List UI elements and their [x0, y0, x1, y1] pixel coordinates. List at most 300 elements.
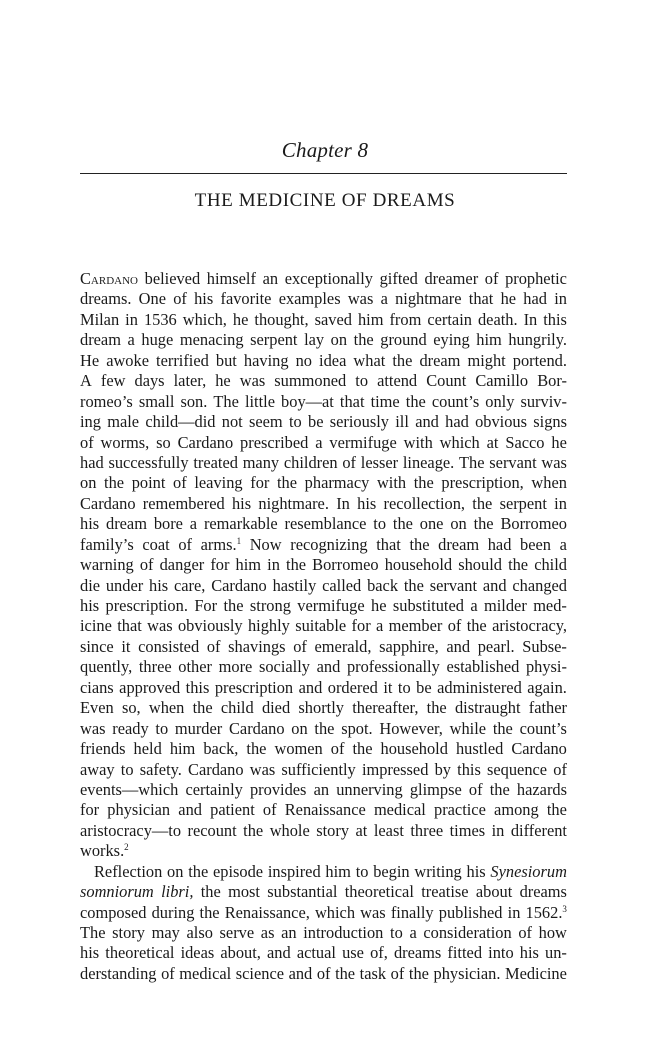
word: Cardano: [229, 718, 285, 738]
word: when: [531, 473, 567, 493]
word: murder: [174, 718, 223, 738]
chapter-title: THE MEDICINE OF DREAMS: [194, 190, 456, 211]
word: later,: [173, 371, 207, 391]
word: not: [221, 412, 243, 432]
word: a: [380, 289, 388, 309]
word: a: [127, 330, 135, 350]
word: the: [335, 963, 356, 983]
word: theoretical: [105, 943, 175, 963]
word: of: [161, 963, 175, 983]
word: and: [288, 963, 313, 983]
word: other: [178, 657, 212, 677]
word: pearl.: [477, 636, 515, 656]
word: un-: [545, 943, 567, 963]
word: what: [353, 350, 386, 370]
word: In: [336, 493, 350, 513]
footnote-marker: 3: [562, 903, 567, 914]
word: believed: [144, 269, 201, 288]
word: on: [167, 861, 184, 881]
word: whole: [269, 820, 310, 840]
text-line: [80, 657, 567, 677]
word: Cardano: [211, 575, 267, 595]
word: A: [80, 371, 92, 391]
word: approved: [119, 677, 181, 697]
word: was: [80, 718, 106, 738]
word: terrified: [156, 350, 209, 370]
word: of: [139, 555, 154, 575]
word: his: [80, 596, 100, 615]
word: dream: [106, 514, 147, 534]
word: romeo’s: [80, 391, 133, 411]
word: and: [267, 943, 291, 963]
word: aristocracy,: [492, 616, 567, 636]
word: may: [151, 923, 180, 942]
word: obviously: [177, 616, 243, 636]
text-line: [80, 964, 567, 984]
text-line: [80, 800, 567, 820]
book-title: somniorum: [80, 882, 154, 902]
word: suitable: [295, 616, 347, 636]
word: household: [380, 739, 448, 759]
word: dream: [80, 330, 121, 350]
chapter-rule: [80, 173, 567, 174]
word: ground: [380, 330, 427, 350]
word: death.: [477, 309, 518, 329]
text-line: [80, 555, 567, 575]
word: established: [446, 657, 520, 677]
text-line: [80, 371, 567, 391]
word: in: [554, 493, 567, 513]
word: least: [373, 820, 404, 840]
word: that: [376, 534, 401, 554]
word: prescribed: [240, 432, 309, 452]
word: Bor-: [537, 371, 567, 391]
word: so: [156, 432, 171, 452]
word: and: [415, 412, 439, 432]
word: serpent: [250, 330, 298, 350]
word: in: [507, 902, 521, 922]
text-line: [80, 514, 567, 534]
word: highly: [247, 616, 290, 636]
word: thought,: [254, 309, 309, 329]
word: events—which: [80, 779, 179, 799]
word: summoned: [274, 371, 347, 391]
word: recognizing: [290, 534, 368, 554]
word: to: [373, 514, 387, 534]
word: a: [189, 514, 198, 534]
word: of: [553, 759, 567, 779]
word: saved: [314, 309, 352, 329]
word: been: [520, 534, 551, 554]
word: called: [322, 575, 362, 595]
text-line: [80, 351, 567, 371]
word: his: [231, 493, 252, 513]
word: at: [486, 432, 499, 452]
word: of: [390, 963, 405, 983]
word: medical: [179, 963, 232, 983]
word: times: [449, 820, 486, 840]
word: Subse-: [522, 636, 567, 656]
word: serpent: [499, 493, 547, 513]
word: 1536: [143, 309, 177, 329]
word: for: [250, 473, 270, 493]
word: Camillo: [475, 371, 529, 391]
word: and: [446, 636, 471, 656]
word: since: [80, 636, 114, 656]
word: the: [466, 616, 487, 636]
word: icine: [80, 616, 112, 636]
word: a: [559, 534, 567, 554]
word: children: [283, 452, 338, 472]
word: an: [281, 923, 297, 942]
word: coat: [142, 534, 170, 554]
word: himself: [206, 269, 256, 288]
word: the: [353, 330, 374, 350]
word: when: [148, 698, 185, 718]
word: the: [199, 902, 220, 922]
word: ill: [395, 412, 409, 432]
word: Count: [426, 371, 467, 391]
text-line: [80, 269, 567, 289]
word: child: [220, 698, 254, 718]
word: dreams: [519, 882, 567, 902]
word: his: [519, 943, 539, 963]
word: impressed: [361, 759, 429, 779]
word: prophetic: [505, 269, 567, 288]
word: introduction: [303, 923, 384, 942]
word: was: [249, 759, 276, 779]
word: servant: [489, 452, 537, 472]
text-line: [80, 289, 567, 309]
word: family’s: [80, 534, 134, 554]
word: most: [228, 882, 260, 902]
word: finally: [390, 902, 434, 922]
word: under: [105, 575, 144, 595]
word: friends: [80, 739, 126, 759]
word: with: [403, 432, 433, 452]
word: of: [262, 800, 277, 820]
word: physician: [107, 800, 171, 820]
word: shortly: [298, 698, 344, 718]
footnote-marker: 1: [236, 535, 242, 546]
text-line: [80, 739, 567, 759]
word: of: [518, 923, 532, 942]
word: father: [528, 698, 567, 718]
word: provides: [249, 779, 307, 799]
word: treatise: [421, 882, 469, 902]
word: back,: [203, 739, 239, 759]
word: substituted: [392, 596, 464, 615]
word: dreamer: [424, 269, 479, 288]
word: composed: [80, 902, 147, 922]
word: Renaissance,: [224, 902, 310, 922]
word: fitted: [447, 943, 483, 963]
word: arms.$^1$: [200, 534, 242, 554]
text-line: [80, 535, 567, 555]
word: hungrily.: [508, 330, 567, 350]
word: signs: [533, 412, 567, 432]
word: menacing: [179, 330, 244, 350]
word: vermifuge: [297, 596, 365, 615]
word: that: [468, 289, 494, 309]
word: spot.: [341, 718, 373, 738]
word: Medicine: [505, 963, 567, 983]
word: story: [112, 923, 145, 942]
word: the: [200, 882, 221, 902]
word: count’s: [519, 718, 567, 738]
word: certain: [427, 309, 472, 329]
word: For: [194, 596, 218, 615]
text-line: [80, 596, 567, 616]
word: of: [330, 739, 345, 759]
text-line: [80, 310, 567, 330]
word: time: [370, 391, 400, 411]
word: consideration: [423, 923, 512, 942]
word: this: [543, 309, 567, 329]
word: milder: [484, 596, 527, 615]
word: him: [169, 739, 196, 759]
word: works.$^2$: [80, 841, 129, 861]
word: it: [383, 677, 393, 697]
word: for: [80, 800, 100, 820]
text-line: [80, 841, 567, 861]
word: to: [355, 861, 369, 881]
word: dreams.: [80, 289, 132, 309]
word: which: [314, 902, 356, 922]
word: resemblance: [284, 514, 367, 534]
word: theoretical: [344, 882, 414, 902]
word: household: [384, 555, 453, 575]
word: was: [147, 616, 173, 636]
word: unnerving: [336, 779, 403, 799]
word: Milan: [80, 309, 120, 329]
word: the: [188, 861, 209, 881]
word: serve: [219, 923, 255, 942]
word: male: [107, 412, 140, 432]
word: was: [541, 452, 567, 472]
word: physi-: [525, 657, 567, 677]
word: from: [389, 309, 422, 329]
word: point: [131, 473, 166, 493]
word: in: [267, 555, 280, 575]
word: to: [390, 923, 403, 942]
word: so,: [121, 698, 141, 718]
word: it: [121, 636, 131, 656]
word: hastily: [272, 575, 317, 595]
word: in: [554, 289, 567, 309]
word: for: [210, 555, 230, 575]
word: he: [551, 432, 567, 452]
word: prescription,: [441, 473, 524, 493]
word: of: [206, 636, 221, 656]
word: had: [80, 452, 104, 472]
text-line: [80, 637, 567, 657]
word: recollection,: [383, 493, 465, 513]
text-line: [80, 903, 567, 923]
word: distraught: [454, 698, 521, 718]
word: him: [325, 861, 351, 881]
word: more: [218, 657, 253, 677]
word: worms,: [100, 432, 150, 452]
word: to: [288, 412, 302, 432]
text-line: [80, 412, 567, 432]
word: 1562.$^3$: [525, 902, 567, 922]
word: had: [445, 412, 469, 432]
word: Cardano: [188, 759, 244, 779]
word: examples: [278, 289, 341, 309]
word: the: [277, 473, 298, 493]
word: of: [178, 534, 192, 554]
word: eying: [433, 330, 470, 350]
word: care,: [173, 575, 206, 595]
word: days: [134, 371, 165, 391]
word: professionally: [346, 657, 440, 677]
word: by: [434, 759, 451, 779]
word: no: [295, 350, 312, 370]
word: changed: [512, 575, 567, 595]
word: writing: [414, 861, 462, 881]
word: that: [117, 616, 142, 636]
text-line: [80, 392, 567, 412]
word: actual: [296, 943, 336, 963]
text-line: [80, 330, 567, 350]
word: inspired: [267, 861, 321, 881]
word: In: [523, 309, 538, 329]
word: substantial: [267, 882, 338, 902]
word: he: [371, 596, 387, 615]
word: awoke: [106, 350, 149, 370]
word: back: [367, 575, 399, 595]
word: consisted: [138, 636, 200, 656]
word: three: [410, 820, 444, 840]
word: while: [449, 718, 487, 738]
word: to: [155, 718, 169, 738]
word: the: [409, 534, 430, 554]
word: son.: [180, 391, 208, 411]
word: idea: [319, 350, 347, 370]
word: to: [355, 371, 369, 391]
word: Borromeo: [500, 514, 567, 534]
word: many: [242, 452, 280, 472]
word: and: [482, 575, 507, 595]
word: child—did: [145, 412, 216, 432]
word: should: [458, 555, 502, 575]
word: The: [80, 923, 106, 942]
word: his: [194, 289, 214, 309]
word: ordered: [327, 677, 378, 697]
word: an: [262, 269, 279, 288]
paragraph-1: [80, 269, 567, 862]
word: away: [80, 759, 115, 779]
word: held: [133, 739, 162, 759]
word: Now: [249, 534, 282, 554]
word: the: [508, 555, 529, 575]
word: child: [534, 555, 567, 575]
word: Renaissance: [284, 800, 366, 820]
word: the: [546, 800, 567, 820]
word: to: [120, 759, 134, 779]
word: at: [355, 820, 368, 840]
word: to: [397, 677, 411, 697]
word: into: [488, 943, 514, 963]
word: The: [213, 391, 239, 411]
text-line: [80, 923, 567, 943]
paragraph-2: [80, 862, 567, 985]
word: the: [492, 718, 513, 738]
word: of,: [370, 943, 388, 963]
word: again.: [527, 677, 567, 697]
word: little: [244, 391, 275, 411]
word: small: [138, 391, 175, 411]
word: of: [484, 269, 499, 288]
word: ing: [80, 412, 101, 432]
word: but: [215, 350, 237, 370]
word: certainly: [185, 779, 243, 799]
word: ready: [112, 718, 149, 738]
word: the: [472, 493, 493, 513]
word: hustled: [455, 739, 504, 759]
word: science: [235, 963, 284, 983]
word: of: [80, 432, 94, 452]
word: boy—at: [281, 391, 334, 411]
word: his: [80, 943, 100, 963]
text-line: [80, 698, 567, 718]
word: that: [339, 391, 365, 411]
word: the: [192, 698, 213, 718]
word: cians: [80, 677, 114, 697]
word: prescription.: [105, 596, 188, 615]
word: lay: [304, 330, 325, 350]
word: in: [125, 309, 138, 329]
word: story: [316, 820, 350, 840]
word: among: [494, 800, 539, 820]
word: a: [409, 923, 417, 942]
word: having: [243, 350, 289, 370]
word: was: [239, 371, 266, 391]
word: sequence: [487, 759, 548, 779]
word: which: [439, 432, 480, 452]
word: be: [308, 412, 324, 432]
word: exceptionally: [284, 269, 373, 288]
word: as: [260, 923, 275, 942]
word: dreams: [393, 943, 442, 963]
word: the: [243, 820, 264, 840]
word: Cardano: [511, 739, 567, 759]
text-line: [80, 760, 567, 780]
word: be: [416, 677, 432, 697]
word: the: [408, 963, 429, 983]
word: The: [459, 452, 485, 472]
footnote-marker: 2: [124, 842, 129, 853]
word: of: [468, 779, 483, 799]
book-title: libri,: [161, 882, 194, 902]
word: also: [186, 923, 213, 942]
word: the: [392, 350, 413, 370]
word: which,: [182, 309, 227, 329]
word: med-: [533, 596, 567, 615]
word: on: [291, 718, 308, 738]
word: safety.: [139, 759, 182, 779]
word: this: [185, 677, 210, 697]
word: different: [510, 820, 567, 840]
word: had: [523, 289, 547, 309]
word: the: [473, 514, 494, 534]
text-line: [80, 719, 567, 739]
word: administered: [437, 677, 522, 697]
word: favorite: [220, 289, 272, 309]
word: bore: [153, 514, 183, 534]
word: prescription: [214, 677, 294, 697]
